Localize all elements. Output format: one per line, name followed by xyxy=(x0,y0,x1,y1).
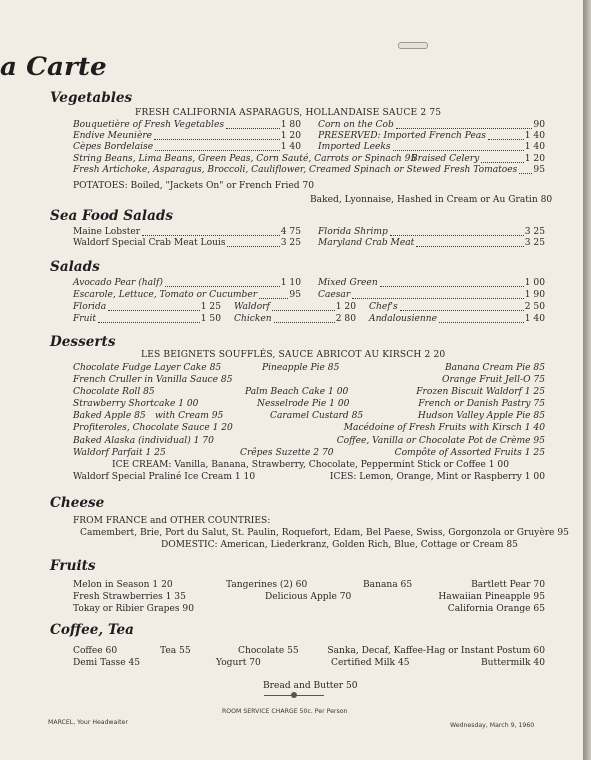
fruit-item: Delicious Apple 70 xyxy=(265,592,352,602)
divider-ornament xyxy=(291,692,297,698)
menu-item: Chicken 2 80 xyxy=(234,314,356,324)
fruit-item: Hawaiian Pineapple 95 xyxy=(438,592,545,602)
headwaiter: MARCEL, Your Headwaiter xyxy=(48,719,128,726)
paper-clip xyxy=(398,42,428,49)
room-service-charge: ROOM SERVICE CHARGE 50c. Per Person xyxy=(222,708,348,715)
dessert-item: Palm Beach Cake 1 00 xyxy=(245,387,349,397)
dessert-item: Frozen Biscuit Waldorf 1 25 xyxy=(416,387,545,397)
menu-item: Cèpes Bordelaise 1 40 xyxy=(73,142,301,152)
dessert-item: Waldorf Special Praliné Ice Cream 1 10 xyxy=(73,472,256,482)
potatoes-line-2: Baked, Lyonnaise, Hashed in Cream or Au Gratin 80 xyxy=(310,195,553,205)
menu-item: Mixed Green 1 00 xyxy=(318,278,545,288)
beverage-item: Sanka, Decaf, Kaffee-Hag or Instant Postum 60 xyxy=(327,646,545,656)
coffee-heading: Coffee, Tea xyxy=(50,622,134,638)
dessert-item: with Cream 95 xyxy=(155,411,224,421)
fruit-item: Melon in Season 1 20 xyxy=(73,580,173,590)
fruit-item: Bartlett Pear 70 xyxy=(471,580,545,590)
vegetable-list: String Beans, Lima Beans, Green Peas, Corn Sauté, Carrots or Spinach 95 xyxy=(73,154,417,164)
menu-item: Escarole, Lettuce, Tomato or Cucumber 95 xyxy=(73,290,301,300)
menu-title: a Carte xyxy=(0,52,107,81)
seafood-heading: Sea Food Salads xyxy=(50,208,174,224)
ice-cream-line: ICE CREAM: Vanilla, Banana, Strawberry, Chocolate, Peppermint Stick or Coffee 1 00 xyxy=(112,460,509,470)
fruits-heading: Fruits xyxy=(50,558,96,574)
bread-and-butter: Bread and Butter 50 xyxy=(263,681,358,691)
beverage-item: Coffee 60 xyxy=(73,646,118,656)
dessert-item: Baked Apple 85 xyxy=(73,411,146,421)
dessert-item: Waldorf Parfait 1 25 xyxy=(73,448,166,458)
dessert-item: French Cruller in Vanilla Sauce 85 xyxy=(73,375,233,385)
beverage-item: Yogurt 70 xyxy=(216,658,261,668)
menu-item: Caesar 1 90 xyxy=(318,290,545,300)
dessert-item: Banana Cream Pie 85 xyxy=(444,363,545,373)
dessert-item: Hudson Valley Apple Pie 85 xyxy=(417,411,545,421)
menu-item: Endive Meunière 1 20 xyxy=(73,131,301,141)
menu-date: Wednesday, March 9, 1960 xyxy=(450,722,535,729)
beverage-item: Buttermilk 40 xyxy=(481,658,545,668)
dessert-item: Chocolate Fudge Layer Cake 85 xyxy=(73,363,222,373)
fruit-item: Banana 65 xyxy=(363,580,413,590)
desserts-heading: Desserts xyxy=(50,334,116,350)
menu-item: Bouquetière of Fresh Vegetables 1 80 xyxy=(73,120,301,130)
dessert-item: Baked Alaska (individual) 1 70 xyxy=(73,436,214,446)
menu-item: Chef's 2 50 xyxy=(369,302,545,312)
dessert-item: French or Danish Pastry 75 xyxy=(418,399,545,409)
dessert-item: Strawberry Shortcake 1 00 xyxy=(73,399,199,409)
dessert-item: Macédoine of Fresh Fruits with Kirsch 1 40 xyxy=(343,423,545,433)
menu-item: Avocado Pear (half) 1 10 xyxy=(73,278,301,288)
menu-item: Waldorf Special Crab Meat Louis 3 25 xyxy=(73,238,301,248)
menu-item: Fresh Artichoke, Asparagus, Broccoli, Cauliflower, Creamed Spinach or Stewed Fresh Tomatoes 95 xyxy=(73,165,545,175)
menu-item: Florida Shrimp 3 25 xyxy=(318,227,545,237)
cheese-heading: Cheese xyxy=(50,495,105,511)
menu-item: Corn on the Cob 90 xyxy=(318,120,545,130)
menu-item: Waldorf 1 20 xyxy=(234,302,356,312)
menu-item: PRESERVED: Imported French Peas 1 40 xyxy=(318,131,545,141)
fruit-item: Tangerines (2) 60 xyxy=(226,580,308,590)
dessert-item: Nesselrode Pie 1 00 xyxy=(257,399,350,409)
fruit-item: California Orange 65 xyxy=(447,604,545,614)
ices-line: ICES: Lemon, Orange, Mint or Raspberry 1 00 xyxy=(329,472,545,482)
beverage-item: Tea 55 xyxy=(160,646,191,656)
fruit-item: Fresh Strawberries 1 35 xyxy=(73,592,186,602)
dessert-item: Pineapple Pie 85 xyxy=(262,363,340,373)
beverage-item: Chocolate 55 xyxy=(238,646,299,656)
menu-item: Braised Celery 1 20 xyxy=(411,154,545,164)
menu-item: Maryland Crab Meat 3 25 xyxy=(318,238,545,248)
menu-item: Imported Leeks 1 40 xyxy=(318,142,545,152)
salads-heading: Salads xyxy=(50,259,100,275)
menu-item: Florida 1 25 xyxy=(73,302,221,312)
dessert-item: Compôte of Assorted Fruits 1 25 xyxy=(394,448,545,458)
menu-item: Andalousienne 1 40 xyxy=(369,314,545,324)
cheese-line: DOMESTIC: American, Liederkranz, Golden Rich, Blue, Cottage or Cream 85 xyxy=(161,540,518,550)
vegetables-heading: Vegetables xyxy=(50,90,133,106)
dessert-item: Chocolate Roll 85 xyxy=(73,387,155,397)
dessert-item: Coffee, Vanilla or Chocolate Pot de Crème 95 xyxy=(336,436,545,446)
dessert-item: Orange Fruit Jell-O 75 xyxy=(442,375,545,385)
menu-item: Fruit 1 50 xyxy=(73,314,221,324)
page-edge xyxy=(583,0,591,760)
potatoes-line: POTATOES: Boiled, "Jackets On" or French Fried 70 xyxy=(73,181,315,191)
asparagus-feature: FRESH CALIFORNIA ASPARAGUS, HOLLANDAISE SAUCE 2 75 xyxy=(135,108,442,118)
dessert-item: Crêpes Suzette 2 70 xyxy=(240,448,334,458)
beverage-item: Demi Tasse 45 xyxy=(73,658,141,668)
beverage-item: Certified Milk 45 xyxy=(331,658,410,668)
cheese-line: Camembert, Brie, Port du Salut, St. Paulin, Roquefort, Edam, Bel Paese, Swiss, Gorgonzola or Gruyère 95 xyxy=(80,528,569,538)
dessert-item: Profiteroles, Chocolate Sauce 1 20 xyxy=(73,423,233,433)
cheese-line: FROM FRANCE and OTHER COUNTRIES: xyxy=(73,516,271,526)
menu-item: Maine Lobster 4 75 xyxy=(73,227,301,237)
dessert-item: Caramel Custard 85 xyxy=(270,411,364,421)
beignets-feature: LES BEIGNETS SOUFFLÉS, SAUCE ABRICOT AU KIRSCH 2 20 xyxy=(141,350,446,360)
fruit-item: Tokay or Ribier Grapes 90 xyxy=(73,604,194,614)
